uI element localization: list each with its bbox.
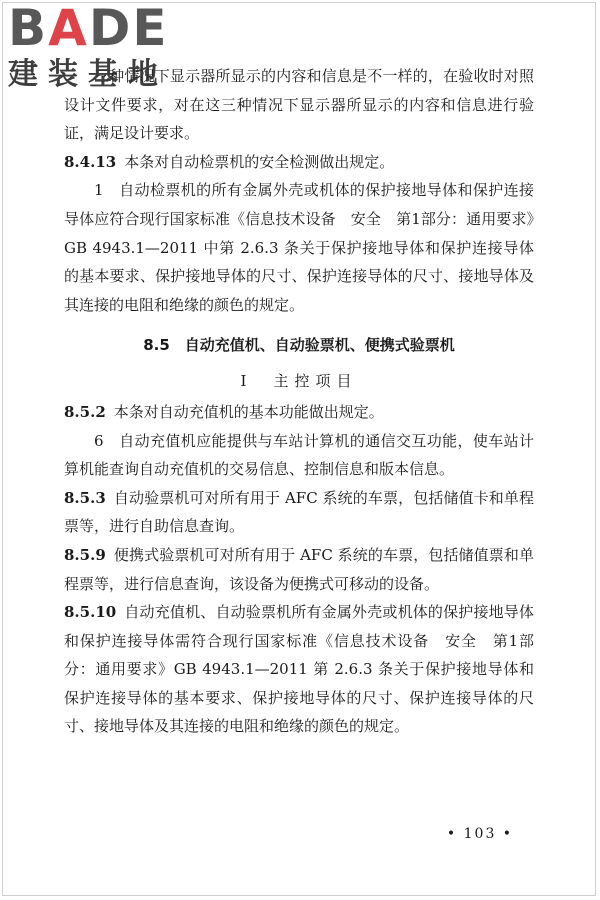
clause-item-6: 6 自动充值机应能提供与车站计算机的通信交互功能，使车站计算机能查询自动充值机的交易信息、控制信息和版本信息。 [64,431,534,479]
paragraph-continued: 三种情况下显示器所显示的内容和信息是不一样的，在验收时对照设计文件要求，对在这三种情况下显示器所显示的内容和信息进行验证，满足设计要求。 [64,67,534,143]
clause-8-5-10 [64,598,534,741]
clause-text: 本条对自动充值机的基本功能做出规定。 [113,402,384,421]
page-number: • 103 • [446,826,514,842]
clause-number: 8.4.13 [64,152,117,171]
watermark-logo [8,2,169,92]
clause-8-5-9 [64,541,534,598]
clause-text: 便携式验票机可对所有用于 AFC 系统的车票，包括储值票和单程票等，进行信息查询，该设备为便携式可移动的设备。 [64,545,534,593]
clause-8-4-13 [64,148,534,177]
clause-8-5-2 [64,398,534,427]
section-title: 8.5 自动充值机、自动验票机、便携式验票机 [143,336,455,355]
clause-text: 自动验票机可对所有用于 AFC 系统的车票，包括储值卡和单程票等，进行自助信息查询。 [64,488,534,536]
document-body [64,62,534,741]
clause-8-5-3 [64,484,534,541]
clause-number: 8.5.2 [64,402,106,421]
watermark-subtitle: 建装基地 [8,57,168,92]
clause-item-1: 1 自动检票机的所有金属外壳或机体的保护接地导体和保护连接导体应符合现行国家标准《信息技术设备 安全 第1部分：通用要求》GB 4943.1—2011 中第 2.6.3 条关于保护接地导体和保护连接导体的基本要求、保护接地导体的尺寸、保护连接导体的尺寸、接地导体及其连接的电阻和绝缘的颜色的规定。 [64,181,534,314]
clause-text: 自动充值机、自动验票机所有金属外壳或机体的保护接地导体和保护连接导体需符合现行国家标准《信息技术设备 安全 第1部分：通用要求》GB 4943.1—2011 第 2.6.3 条关于保护接地导体和保护连接导体的基本要求、保护接地导体的尺寸、保护连接导体的尺寸、接地导体及其连接的电阻和绝缘的颜色的规定。 [64,603,534,736]
watermark-brand: BADE [8,0,169,57]
clause-number: 8.5.10 [64,603,117,622]
clause-number: 8.5.9 [64,545,106,564]
clause-text: 本条对自动检票机的安全检测做出规定。 [124,152,395,171]
sub-title: Ⅰ 主控项目 [240,372,358,391]
clause-number: 8.5.3 [64,488,106,507]
